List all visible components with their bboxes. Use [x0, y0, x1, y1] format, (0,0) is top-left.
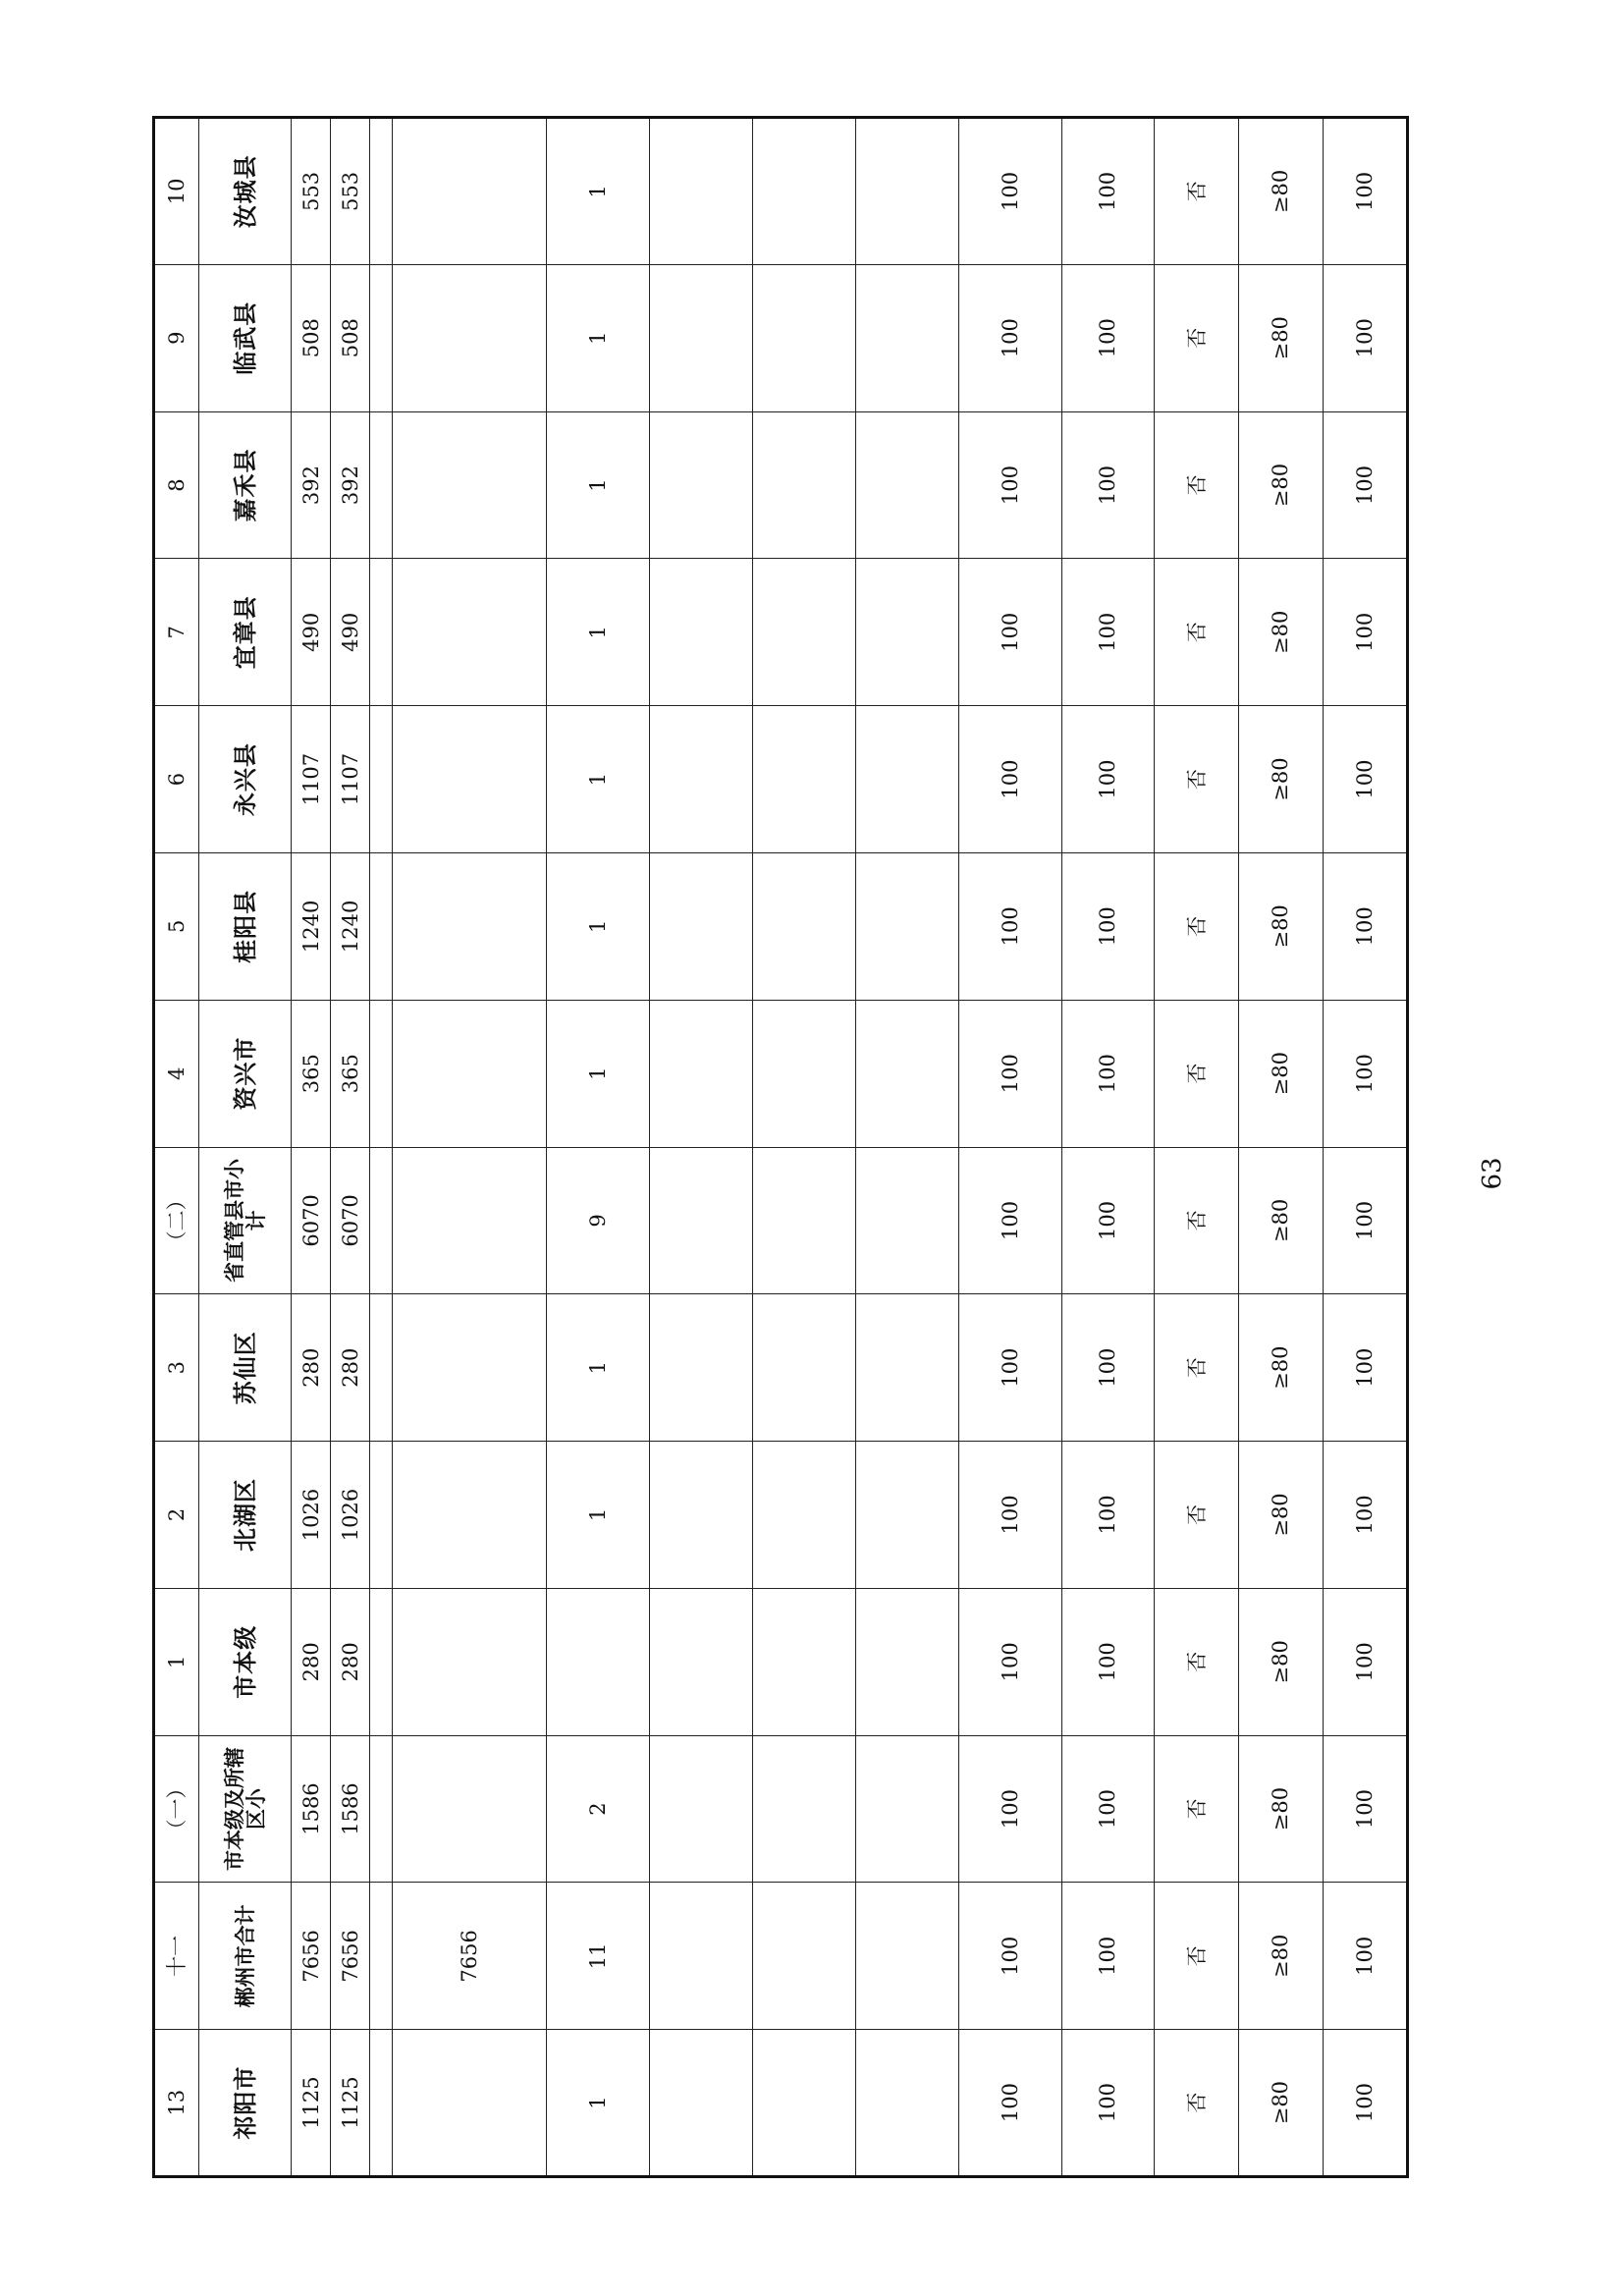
row-yes-no — [1155, 118, 1239, 2177]
table-cell: ≥80 — [1239, 411, 1324, 559]
row-value-2 — [331, 118, 370, 2177]
table-cell: 100 — [1061, 1147, 1154, 1294]
table-cell: 100 — [1323, 1000, 1407, 1147]
table-cell: 市本级及所辖区小 — [199, 1735, 292, 1883]
table-cell: 否 — [1155, 411, 1239, 559]
table-cell: ≥80 — [1239, 2030, 1324, 2177]
table-cell: 否 — [1155, 706, 1239, 853]
table-cell — [650, 264, 753, 411]
table-cell: 1 — [547, 706, 650, 853]
table-cell: ≥80 — [1239, 1294, 1324, 1442]
row-rate-5 — [1323, 118, 1407, 2177]
table-cell: 1586 — [331, 1735, 370, 1883]
table-cell — [370, 706, 393, 853]
table-cell — [370, 1294, 393, 1442]
table-cell: ≥80 — [1239, 1442, 1324, 1589]
table-cell — [650, 1000, 753, 1147]
table-cell — [753, 1147, 856, 1294]
table-cell — [753, 852, 856, 1000]
table-cell: 100 — [958, 1000, 1061, 1147]
table-cell: 490 — [331, 559, 370, 706]
table-cell: 永兴县 — [199, 706, 292, 853]
table-cell: 3 — [154, 1294, 199, 1442]
table-cell — [393, 1735, 547, 1883]
table-cell — [650, 411, 753, 559]
row-rate-2 — [1061, 118, 1154, 2177]
table-cell: 6 — [154, 706, 199, 853]
table-cell: 1107 — [292, 706, 331, 853]
table-cell — [370, 411, 393, 559]
table-cell — [856, 1883, 959, 2030]
table-cell: 100 — [958, 1442, 1061, 1589]
table-cell: 100 — [1323, 852, 1407, 1000]
rotated-table-container — [152, 116, 1409, 2178]
table-body — [154, 118, 1408, 2177]
table-cell — [753, 264, 856, 411]
table-cell — [393, 2030, 547, 2177]
table-cell — [393, 559, 547, 706]
table-cell: 280 — [292, 1294, 331, 1442]
row-rate-1 — [958, 118, 1061, 2177]
table-cell: 宜章县 — [199, 559, 292, 706]
table-cell — [393, 852, 547, 1000]
table-cell: 省直管县市小计 — [199, 1147, 292, 1294]
table-cell: 否 — [1155, 1735, 1239, 1883]
table-cell — [393, 411, 547, 559]
table-cell: 100 — [958, 559, 1061, 706]
table-cell: 100 — [1061, 411, 1154, 559]
table-cell — [370, 1000, 393, 1147]
table-cell: 100 — [1061, 706, 1154, 853]
table-cell: 2 — [154, 1442, 199, 1589]
table-cell — [856, 1588, 959, 1735]
table-cell: 十一 — [154, 1883, 199, 2030]
table-cell: 否 — [1155, 2030, 1239, 2177]
table-cell: 1125 — [331, 2030, 370, 2177]
table-cell — [650, 1294, 753, 1442]
table-cell: 100 — [958, 1588, 1061, 1735]
table-cell — [753, 1442, 856, 1589]
table-cell: 100 — [958, 1294, 1061, 1442]
table-cell — [753, 559, 856, 706]
table-cell: 否 — [1155, 559, 1239, 706]
table-cell: 553 — [331, 118, 370, 265]
table-cell — [856, 118, 959, 265]
table-cell: 否 — [1155, 852, 1239, 1000]
row-threshold — [1239, 118, 1324, 2177]
table-cell: 280 — [331, 1588, 370, 1735]
table-cell — [370, 2030, 393, 2177]
table-cell: 100 — [1061, 1000, 1154, 1147]
table-cell: 100 — [958, 1147, 1061, 1294]
table-cell: 100 — [1323, 118, 1407, 265]
table-cell: 100 — [958, 264, 1061, 411]
table-cell — [650, 706, 753, 853]
table-cell: 郴州市合计 — [199, 1883, 292, 2030]
table-cell: 否 — [1155, 1883, 1239, 2030]
table-cell — [856, 411, 959, 559]
table-cell: 1240 — [292, 852, 331, 1000]
table-cell — [856, 1735, 959, 1883]
table-cell — [393, 264, 547, 411]
table-cell — [650, 852, 753, 1000]
table-cell: 否 — [1155, 118, 1239, 265]
table-cell — [370, 852, 393, 1000]
table-cell — [370, 1147, 393, 1294]
table-cell: 1125 — [292, 2030, 331, 2177]
table-cell: 7656 — [331, 1883, 370, 2030]
table-cell: 13 — [154, 2030, 199, 2177]
table-cell: 6070 — [331, 1147, 370, 1294]
table-cell: 1 — [154, 1588, 199, 1735]
table-cell: 100 — [1323, 2030, 1407, 2177]
table-cell: 100 — [958, 706, 1061, 853]
table-cell — [753, 1294, 856, 1442]
table-cell: 嘉禾县 — [199, 411, 292, 559]
table-cell: 365 — [292, 1000, 331, 1147]
table-cell — [370, 118, 393, 265]
table-cell: 资兴市 — [199, 1000, 292, 1147]
table-cell: 否 — [1155, 1147, 1239, 1294]
table-cell — [393, 1147, 547, 1294]
table-cell — [650, 118, 753, 265]
table-cell: 100 — [1323, 1883, 1407, 2030]
table-cell: 365 — [331, 1000, 370, 1147]
row-count — [547, 118, 650, 2177]
table-cell — [370, 559, 393, 706]
table-cell: ≥80 — [1239, 1883, 1324, 2030]
table-cell: 1026 — [331, 1442, 370, 1589]
table-cell: 市本级 — [199, 1588, 292, 1735]
table-cell: 100 — [958, 2030, 1061, 2177]
table-cell: 100 — [1323, 411, 1407, 559]
table-cell: 392 — [331, 411, 370, 559]
table-cell: 9 — [547, 1147, 650, 1294]
table-cell: 280 — [292, 1588, 331, 1735]
table-cell: 100 — [1323, 706, 1407, 853]
row-empty-3 — [856, 118, 959, 2177]
table-cell: ≥80 — [1239, 1735, 1324, 1883]
table-cell: 1107 — [331, 706, 370, 853]
data-table — [152, 116, 1409, 2178]
table-cell: 1 — [547, 559, 650, 706]
row-name — [199, 118, 292, 2177]
table-cell — [753, 2030, 856, 2177]
table-cell: 1240 — [331, 852, 370, 1000]
table-cell: 7 — [154, 559, 199, 706]
table-cell: 100 — [1323, 1588, 1407, 1735]
table-cell: 280 — [331, 1294, 370, 1442]
table-cell — [856, 1442, 959, 1589]
table-cell: 1 — [547, 1294, 650, 1442]
table-cell — [370, 1442, 393, 1589]
table-cell: 苏仙区 — [199, 1294, 292, 1442]
table-cell — [753, 1735, 856, 1883]
table-cell — [650, 559, 753, 706]
table-cell: 100 — [1061, 1442, 1154, 1589]
page-number: 63 — [1478, 1157, 1507, 1190]
table-cell: 100 — [958, 118, 1061, 265]
table-cell: 553 — [292, 118, 331, 265]
table-cell: 否 — [1155, 1294, 1239, 1442]
table-cell: 8 — [154, 411, 199, 559]
row-total — [393, 118, 547, 2177]
table-cell: ≥80 — [1239, 1588, 1324, 1735]
table-cell: 100 — [1323, 1294, 1407, 1442]
table-cell: ≥80 — [1239, 706, 1324, 853]
table-cell: 100 — [1061, 2030, 1154, 2177]
table-cell: 6070 — [292, 1147, 331, 1294]
table-cell — [856, 2030, 959, 2177]
table-cell — [650, 2030, 753, 2177]
table-cell — [856, 559, 959, 706]
table-cell — [650, 1442, 753, 1589]
table-cell: 7656 — [393, 1883, 547, 2030]
table-cell — [393, 1588, 547, 1735]
table-cell: 否 — [1155, 264, 1239, 411]
table-cell: 桂阳县 — [199, 852, 292, 1000]
table-cell: 否 — [1155, 1442, 1239, 1589]
row-value-1 — [292, 118, 331, 2177]
table-cell: 11 — [547, 1883, 650, 2030]
table-cell: 1 — [547, 264, 650, 411]
table-cell — [856, 264, 959, 411]
table-cell: ≥80 — [1239, 1000, 1324, 1147]
table-cell — [370, 1735, 393, 1883]
table-cell — [856, 706, 959, 853]
table-cell: （二） — [154, 1147, 199, 1294]
table-cell: 508 — [331, 264, 370, 411]
table-cell: 100 — [1061, 559, 1154, 706]
table-cell: ≥80 — [1239, 852, 1324, 1000]
table-cell — [856, 1294, 959, 1442]
row-blank — [370, 118, 393, 2177]
table-cell: 4 — [154, 1000, 199, 1147]
table-cell — [650, 1147, 753, 1294]
table-cell: 100 — [1061, 1588, 1154, 1735]
table-cell: 100 — [958, 1883, 1061, 2030]
table-cell: ≥80 — [1239, 264, 1324, 411]
table-cell: ≥80 — [1239, 1147, 1324, 1294]
table-cell — [393, 706, 547, 853]
table-cell: 1 — [547, 1000, 650, 1147]
row-empty-2 — [753, 118, 856, 2177]
table-cell: 汝城县 — [199, 118, 292, 265]
table-cell — [856, 1000, 959, 1147]
table-cell: 2 — [547, 1735, 650, 1883]
table-cell — [393, 118, 547, 265]
table-cell: 北湖区 — [199, 1442, 292, 1589]
table-cell: 7656 — [292, 1883, 331, 2030]
table-cell: 100 — [958, 411, 1061, 559]
table-cell: 否 — [1155, 1000, 1239, 1147]
table-cell — [547, 1588, 650, 1735]
table-cell — [856, 1147, 959, 1294]
table-cell — [370, 1883, 393, 2030]
table-cell — [370, 264, 393, 411]
table-cell: 490 — [292, 559, 331, 706]
table-cell: 1586 — [292, 1735, 331, 1883]
table-cell — [753, 411, 856, 559]
table-cell: 100 — [1061, 852, 1154, 1000]
table-cell: 10 — [154, 118, 199, 265]
row-seq — [154, 118, 199, 2177]
table-cell — [753, 118, 856, 265]
table-cell: 9 — [154, 264, 199, 411]
table-cell: 100 — [1061, 264, 1154, 411]
table-cell: 1 — [547, 118, 650, 265]
table-cell: ≥80 — [1239, 118, 1324, 265]
table-cell: 100 — [1061, 1883, 1154, 2030]
table-cell — [753, 706, 856, 853]
table-cell: 100 — [958, 1735, 1061, 1883]
table-cell — [650, 1883, 753, 2030]
table-cell: 祁阳市 — [199, 2030, 292, 2177]
table-cell: ≥80 — [1239, 559, 1324, 706]
table-cell — [753, 1588, 856, 1735]
table-cell: 100 — [1323, 1147, 1407, 1294]
table-cell — [753, 1883, 856, 2030]
table-cell: 1026 — [292, 1442, 331, 1589]
table-cell: 1 — [547, 1442, 650, 1589]
table-cell: 100 — [1323, 1442, 1407, 1589]
table-cell — [650, 1588, 753, 1735]
table-cell: 100 — [958, 852, 1061, 1000]
table-cell: 508 — [292, 264, 331, 411]
table-cell: 1 — [547, 852, 650, 1000]
table-cell: 5 — [154, 852, 199, 1000]
table-cell — [393, 1000, 547, 1147]
table-cell — [393, 1294, 547, 1442]
row-empty-1 — [650, 118, 753, 2177]
table-cell: 100 — [1061, 1294, 1154, 1442]
table-cell: 临武县 — [199, 264, 292, 411]
table-cell — [393, 1442, 547, 1589]
table-cell: 100 — [1323, 559, 1407, 706]
table-cell — [753, 1000, 856, 1147]
table-cell — [370, 1588, 393, 1735]
table-cell: 1 — [547, 2030, 650, 2177]
table-cell: （一） — [154, 1735, 199, 1883]
table-cell: 1 — [547, 411, 650, 559]
table-cell — [856, 852, 959, 1000]
table-cell: 否 — [1155, 1588, 1239, 1735]
table-cell — [650, 1735, 753, 1883]
table-cell: 100 — [1323, 264, 1407, 411]
table-cell: 100 — [1323, 1735, 1407, 1883]
table-cell: 100 — [1061, 118, 1154, 265]
table-cell: 100 — [1061, 1735, 1154, 1883]
table-cell: 392 — [292, 411, 331, 559]
